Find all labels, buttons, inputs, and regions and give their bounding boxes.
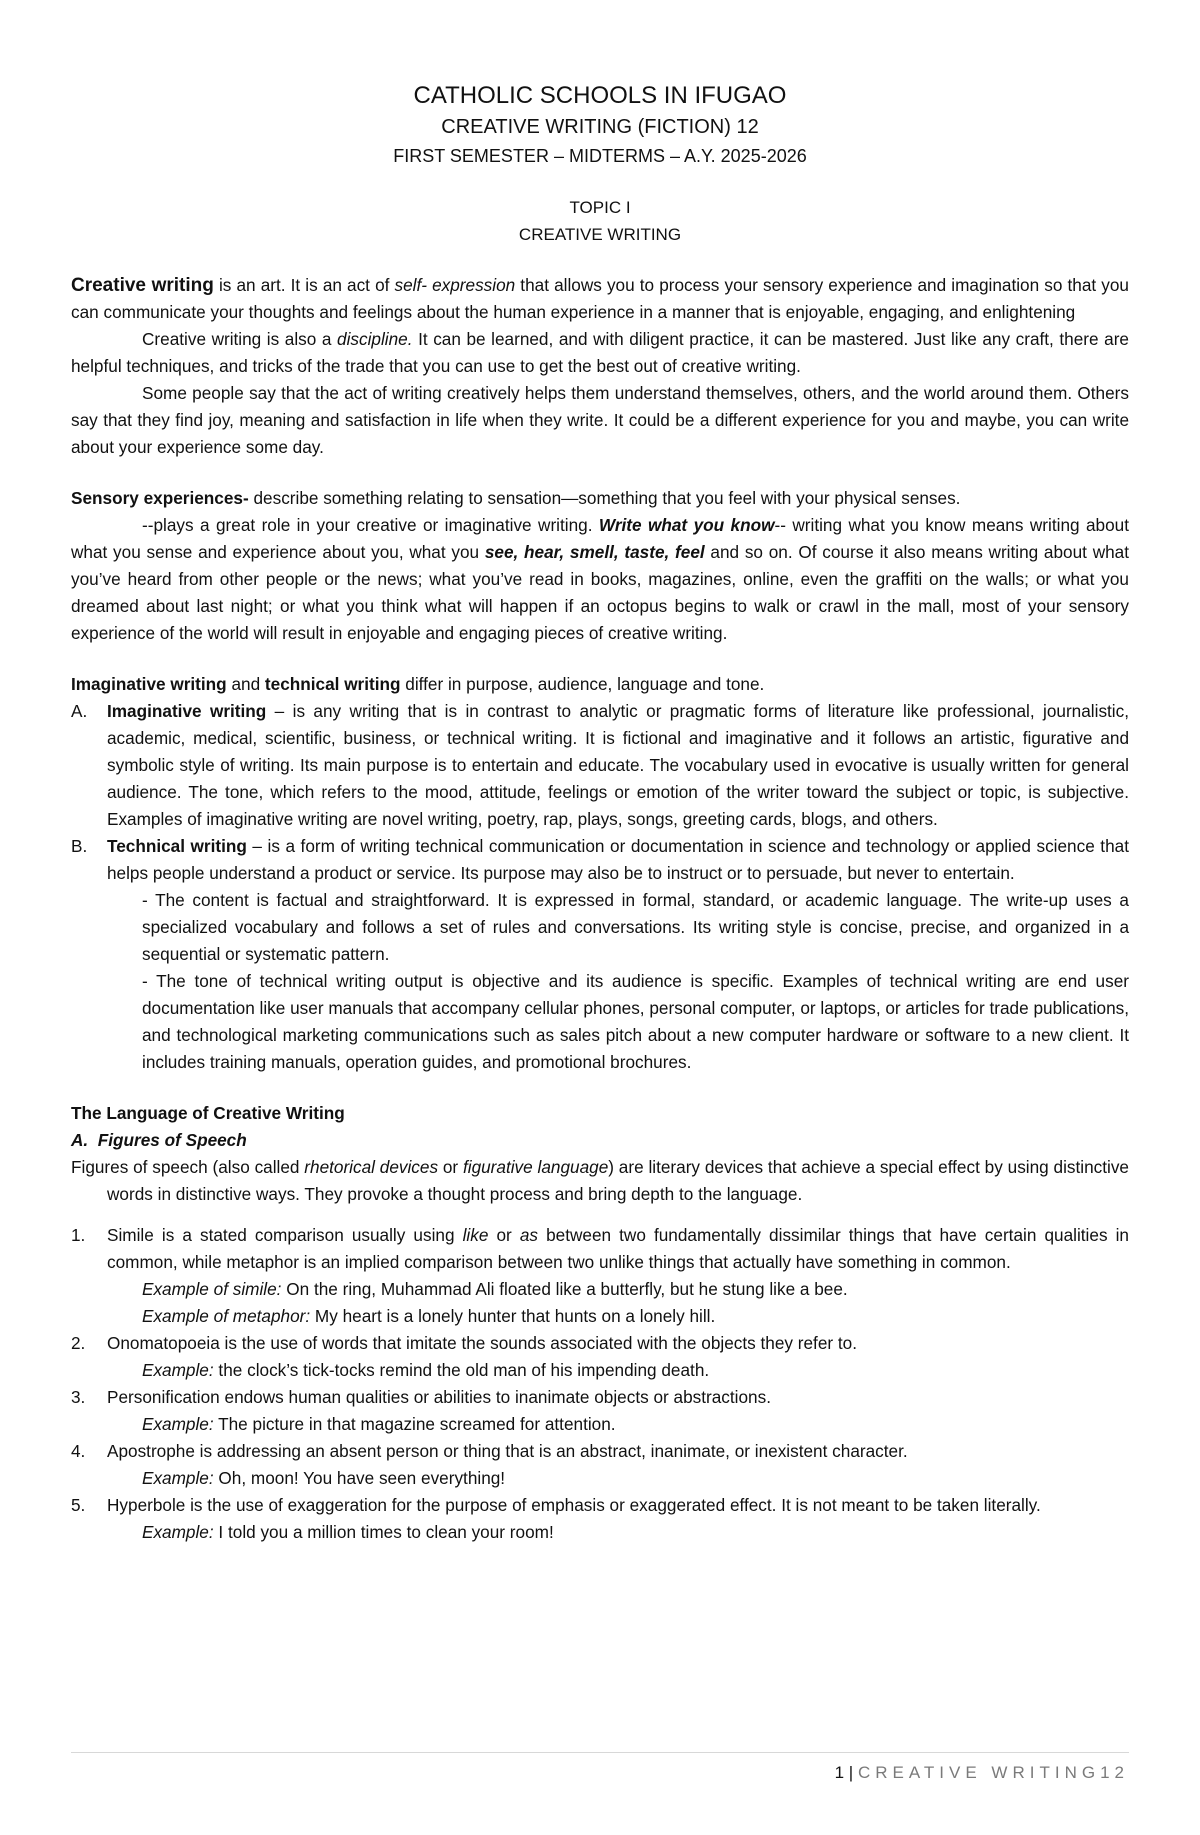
text-span: -- writing what you know means writing about what you sense and experience about you, what you	[71, 515, 1129, 562]
intro-paragraph-2	[71, 326, 1129, 380]
emphasis: like	[462, 1225, 489, 1245]
topic-title: CREATIVE WRITING	[518, 225, 682, 244]
example-label: Example:	[142, 1414, 214, 1434]
emphasis-write-what-you-know: Write what you know	[598, 515, 775, 535]
emphasis: as	[519, 1225, 538, 1245]
text-span: differ in purpose, audience, language and tone.	[400, 674, 765, 694]
text-span: ) are literary devices that achieve a special effect by using distinctive words in distinctive ways. They provoke a thought process and bring depth to the language.	[107, 1157, 1129, 1204]
example-text: I told you a million times to clean your room!	[213, 1522, 554, 1542]
subheading-title: Figures of Speech	[97, 1130, 247, 1150]
example-text: the clock’s tick-tocks remind the old man of his impending death.	[213, 1360, 710, 1380]
example-label: Example:	[142, 1468, 214, 1488]
example-onomatopoeia	[107, 1357, 1129, 1384]
term-imaginative: Imaginative writing	[71, 674, 227, 694]
figure-item-apostrophe	[71, 1438, 1129, 1492]
footer-separator: |	[844, 1763, 858, 1782]
example-hyperbole	[107, 1519, 1129, 1546]
text-span: and	[226, 674, 265, 694]
figure-item-simile	[71, 1222, 1129, 1330]
footer-text	[835, 1763, 1129, 1783]
sensory-definition	[71, 485, 1129, 512]
example-text: Oh, moon! You have seen everything!	[213, 1468, 506, 1488]
text-span: describe something relating to sensation—something that you feel with your physical senses.	[248, 488, 961, 508]
term-imaginative-writing: Imaginative writing	[107, 701, 267, 721]
intro-paragraph-3: Some people say that the act of writing creatively helps them understand themselves, others, and the world around them. Others say that they find joy, meaning and satisfaction in life when they write. It could be a different experience for you and maybe, you can write about your experience some day.	[71, 383, 1129, 457]
list-marker: 2.	[71, 1333, 86, 1353]
figure-text: Personification endows human qualities or abilities to inanimate objects or abstractions.	[107, 1387, 771, 1407]
term-creative-writing: Creative writing	[71, 275, 214, 296]
emphasis: figurative language	[462, 1157, 609, 1177]
figure-text: Apostrophe is addressing an absent person or thing that is an abstract, inanimate, or inexistent character.	[107, 1441, 908, 1461]
example-personification	[107, 1411, 1129, 1438]
example-metaphor	[107, 1303, 1129, 1330]
figure-text: Onomatopoeia is the use of words that imitate the sounds associated with the objects they refer to.	[107, 1333, 857, 1353]
figure-text: Hyperbole is the use of exaggeration for the purpose of emphasis or exaggerated effect. It is not meant to be taken literally.	[107, 1495, 1041, 1515]
intro-paragraph-1	[71, 272, 1129, 326]
page-footer	[71, 1752, 1129, 1782]
text-span: – is a form of writing technical communication or documentation in science and technology or applied science that helps people understand a product or service. Its purpose may also be to instruct or to persuade, but never to entertain.	[107, 836, 1129, 883]
topic-number: TOPIC I	[569, 198, 631, 217]
kinds-intro	[71, 671, 1129, 698]
technical-detail-2: - The tone of technical writing output is objective and its audience is specific. Examples of technical writing are end user documentation like user manuals that accompany cellular phones, personal computer, or laptops, or articles for trade publications, and technological marketing communications such as sales pitch about a new computer hardware or software to a new client. It includes training manuals, operation guides, and promotional brochures.	[142, 971, 1129, 1072]
emphasis: self- expression	[394, 275, 516, 295]
school-name: CATHOLIC SCHOOLS IN IFUGAO	[413, 82, 787, 109]
text-span: or	[488, 1225, 520, 1245]
subheading-figures-of-speech	[71, 1127, 1129, 1154]
technical-detail-1: - The content is factual and straightforward. It is expressed in formal, standard, or academic language. The write-up uses a specialized vocabulary and follows a set of rules and conversations. Its writing style is concise, precise, and organized in a sequential or systematic pattern.	[142, 890, 1129, 964]
emphasis-senses: see, hear, smell, taste, feel	[484, 542, 705, 562]
emphasis: discipline.	[337, 329, 413, 349]
list-marker: 3.	[71, 1387, 86, 1407]
text-span: Figures of speech (also called	[71, 1157, 305, 1177]
list-marker: A.	[71, 1130, 89, 1150]
section-heading-language: The Language of Creative Writing	[71, 1103, 345, 1123]
text-span: is an art. It is an act of	[213, 275, 395, 295]
document-page	[71, 70, 1129, 1546]
footer-label: CREATIVE WRITING12	[857, 1763, 1129, 1782]
example-text: The picture in that magazine screamed for attention.	[213, 1414, 616, 1434]
example-label: Example of metaphor:	[142, 1306, 311, 1326]
page-number: 1	[834, 1763, 845, 1782]
text-span: --plays a great role in your creative or imaginative writing.	[142, 515, 599, 535]
list-marker: 4.	[71, 1441, 86, 1461]
example-label: Example of simile:	[142, 1279, 282, 1299]
semester-line: FIRST SEMESTER – MIDTERMS – A.Y. 2025-2026	[393, 146, 807, 166]
list-item-technical	[71, 833, 1129, 1076]
list-marker: 1.	[71, 1225, 86, 1245]
emphasis: rhetorical devices	[304, 1157, 439, 1177]
example-apostrophe	[107, 1465, 1129, 1492]
example-text: On the ring, Muhammad Ali floated like a butterfly, but he stung like a bee.	[281, 1279, 848, 1299]
example-text: My heart is a lonely hunter that hunts on a lonely hill.	[310, 1306, 716, 1326]
figures-intro	[71, 1154, 1129, 1208]
term-technical: technical writing	[264, 674, 401, 694]
course-title: CREATIVE WRITING (FICTION) 12	[441, 116, 759, 138]
list-marker: A.	[71, 701, 88, 721]
figure-item-onomatopoeia	[71, 1330, 1129, 1384]
example-label: Example:	[142, 1522, 214, 1542]
list-marker: 5.	[71, 1495, 86, 1515]
text-span: between two fundamentally dissimilar things that have certain qualities in common, while metaphor is an implied comparison between two unlike things that actually have something in common.	[107, 1225, 1129, 1272]
text-span: or	[438, 1157, 463, 1177]
text-span: Creative writing is also a	[142, 329, 338, 349]
text-span: – is any writing that is in contrast to analytic or pragmatic forms of literature like professional, journalistic, academic, medical, scientific, business, or technical writing. It is fictional and imaginative and it follows an artistic, figurative and symbolic style of writing. Its main purpose is to entertain and educate. The vocabulary used in evocative is usually written for general audience. The tone, which refers to the mood, attitude, feelings or emotion of the writer toward the subject or topic, is subjective. Examples of imaginative writing are novel writing, poetry, rap, plays, songs, greeting cards, blogs, and others.	[107, 701, 1129, 829]
example-label: Example:	[142, 1360, 214, 1380]
text-span: Simile is a stated comparison usually using	[107, 1225, 463, 1245]
list-item-imaginative	[71, 698, 1129, 833]
text-span: and so on. Of course it also means writing about what you’ve heard from other people or the news; what you’ve read in books, magazines, online, even the graffiti on the walls; or what you dreamed about last night; or what you think what will happen if an octopus begins to walk or crawl in the mall, most of your sensory experience of the world will result in enjoyable and engaging pieces of creative writing.	[71, 542, 1129, 643]
list-marker: B.	[71, 836, 88, 856]
example-simile	[107, 1276, 1129, 1303]
term-sensory-experiences: Sensory experiences-	[71, 488, 249, 508]
figure-item-personification	[71, 1384, 1129, 1438]
text-span: that allows you to process your sensory experience and imagination so that you can communicate your thoughts and feelings about the human experience in a manner that is enjoyable, engaging, and enlightening	[71, 275, 1129, 322]
term-technical-writing: Technical writing	[107, 836, 247, 856]
text-span: It can be learned, and with diligent practice, it can be mastered. Just like any craft, there are helpful techniques, and tricks of the trade that you can use to get the best out of creative writing.	[71, 329, 1129, 376]
sensory-paragraph	[71, 512, 1129, 647]
figure-item-hyperbole	[71, 1492, 1129, 1546]
